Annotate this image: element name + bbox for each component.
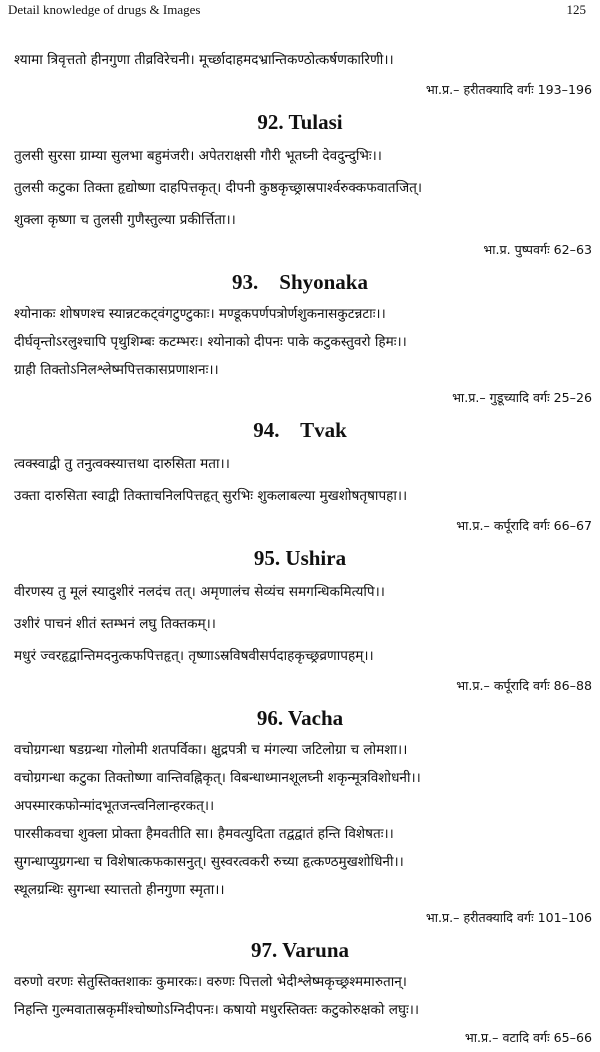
running-head <box>8 2 586 18</box>
page-content <box>0 44 600 1052</box>
verse-reference: भा.प्र.– कर्पूरादि वर्गः 86–88 <box>456 678 592 693</box>
verse-line: वचोग्रगन्धा कटुका तिक्तोष्णा वान्तिवह्निकृत्। विबन्धाध्मानशूलघ्नी शकृन्मूत्रविशोधनी।। <box>14 770 421 786</box>
verse-line: अपस्मारकफोन्मांदभूतजन्त्वनिलान्हरकत्।। <box>14 798 215 814</box>
verse-line: सुगन्धाप्युग्रगन्धा च विशेषात्कफकासनुत्। सुस्वरत्वकरी रुच्या हृत्कण्ठमुखशोधिनी।। <box>14 854 404 870</box>
intro-block <box>0 44 600 104</box>
verse-line: तुलसी सुरसा ग्राम्या सुलभा बहुमंजरी। अपेतराक्षसी गौरी भूतघ्नी देवदुन्दुभिः।। <box>14 148 382 164</box>
verse-line: त्वक्स्वाद्वी तु तनुत्वक्स्यात्तथा दारुसिता मता।। <box>14 456 230 472</box>
verse-reference: भा.प्र.– कर्पूरादि वर्गः 66–67 <box>456 518 592 533</box>
verse-line: उशीरं पाचनं शीतं स्तम्भनं लघु तिक्तकम्।। <box>14 616 216 632</box>
section-title: 97. Varuna <box>250 938 350 962</box>
verse-line: उक्ता दारुसिता स्वाद्वी तिक्ताचनिलपित्तहृत् सुरभिः शुकलाबल्या मुखशोषतृषापहा।। <box>14 488 408 504</box>
section-title: 95. Ushira <box>253 546 347 570</box>
verse-line: तुलसी कटुका तिक्ता हृद्योष्णा दाहपित्तकृत्। दीपनी कुष्ठकृच्छ्रास्रपार्श्वरुक्कफवातजित्। <box>14 180 423 196</box>
verse-reference: भा.प्र.– वटादि वर्गः 65–66 <box>464 1030 592 1045</box>
verse-reference: भा.प्र.– हरीतक्यादि वर्गः 101–106 <box>425 910 592 925</box>
verse-line: वचोग्रगन्धा षडग्रन्था गोलोमी शतपर्विका। क्षुद्रपत्री च मंगल्या जटिलोग्रा च लोमशा।। <box>14 742 408 758</box>
section-tulasi <box>0 108 600 264</box>
section-title: 92. Tulasi <box>257 110 343 134</box>
verse-line: वीरणस्य तु मूलं स्यादुशीरं नलदंच तत्। अमृणालंच सेव्यंच समगन्धिकमित्यपि।। <box>14 584 385 600</box>
verse-line: वरुणो वरणः सेतुस्तिक्तशाकः कुमारकः। वरुणः पित्तलो भेदीश्लेष्मकृच्छ्रश्ममारुतान्। <box>14 974 407 990</box>
section-shyonaka <box>0 268 600 412</box>
verse-line: शुक्ला कृष्णा च तुलसी गुणैस्तुल्या प्रकीर्त्तिता।। <box>14 212 236 228</box>
verse-reference: भा.प्र.– गुडूच्यादि वर्गः 25–26 <box>452 390 592 405</box>
verse-line: दीर्घवृन्तोऽरलुश्चापि पृथुशिम्बः कटम्भरः। श्योनाको दीपनः पाके कटुकस्तुवरो हिमः।। <box>14 334 407 350</box>
verse-line: मधुरं ज्वरहृद्वान्तिमदनुत्कफपित्तहृत्। तृष्णाऽस्रविषवीसर्पदाहकृच्छ्रव्रणापहम्।। <box>14 648 374 664</box>
section-title: 93. Shyonaka <box>232 270 368 294</box>
verse-line: ग्राही तिक्तोऽनिलश्लेष्मपित्तकासप्रणाशनः।। <box>14 362 219 378</box>
verse-line: पारसीकवचा शुक्ला प्रोक्ता हैमवतीति सा। हैमवत्युदिता तद्वद्वातं हन्ति विशेषतः।। <box>14 826 394 842</box>
verse-reference: भा.प्र.– हरीतक्यादि वर्गः 193–196 <box>425 82 592 97</box>
verse-line: निहन्ति गुल्मवातास्रकृमींश्चोष्णोऽग्निदीपनः। कषायो मधुरस्तिक्तः कटुकोरुक्षको लघुः।। <box>14 1002 420 1018</box>
verse-line: श्योनाकः शोषणश्च स्यान्नटकट्वंगटुण्टुकाः। मण्डूकपर्णपत्रोर्णशुकनासकुटन्नटाः।। <box>14 306 386 322</box>
page-number: 125 <box>566 2 586 17</box>
section-vacha <box>0 704 600 932</box>
section-varuna <box>0 936 600 1052</box>
verse-line: श्यामा त्रिवृत्ततो हीनगुणा तीव्रविरेचनी। मूर्च्छादाहमदभ्रान्तिकण्ठोत्कर्षणकारिणी।। <box>14 52 394 68</box>
section-tvak <box>0 416 600 540</box>
verse-reference: भा.प्र. पुष्पवर्गः 62–63 <box>483 242 592 257</box>
verse-line: स्थूलग्रन्थिः सुगन्धा स्यात्ततो हीनगुणा स्मृता।। <box>14 882 225 898</box>
section-ushira <box>0 544 600 700</box>
section-title: 94. Tvak <box>253 418 347 442</box>
running-head-title: Detail knowledge of drugs & Images <box>8 2 201 17</box>
section-title: 96. Vacha <box>256 706 344 730</box>
